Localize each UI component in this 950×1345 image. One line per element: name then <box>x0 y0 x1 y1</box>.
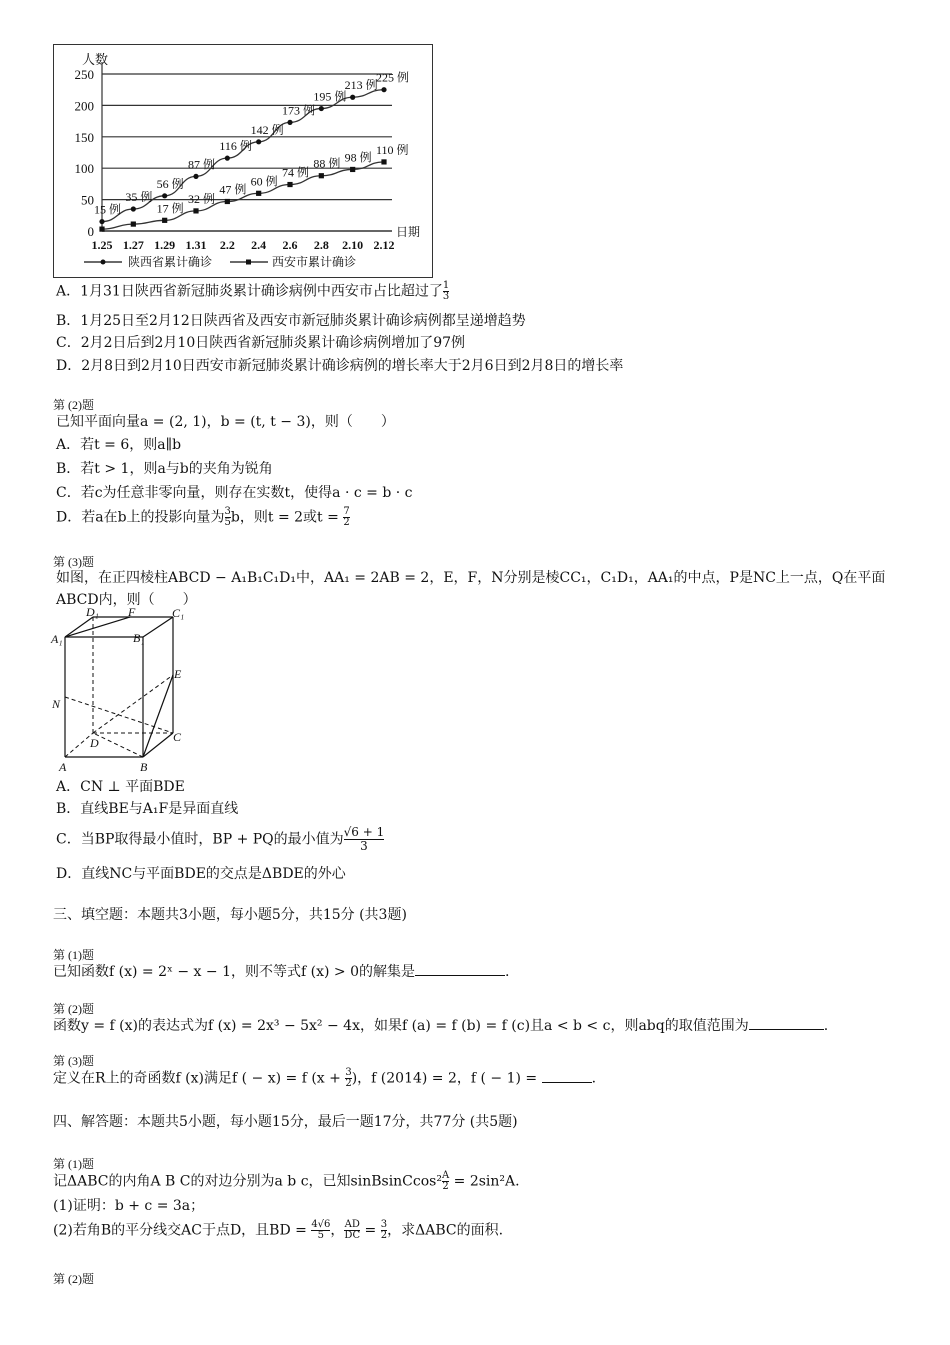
s4-q1-stem <box>53 1171 520 1192</box>
s4-q1-label: 第 (1)题 <box>53 1157 94 1171</box>
s3-q1: 已知函数f (x) = 2ˣ − x − 1，则不等式f (x) > 0的解集是 . <box>53 964 510 980</box>
label-E: E <box>174 667 182 681</box>
q1-option-c: C．2月2日后到2月10日陕西省新冠肺炎累计确诊病例增加了97例 <box>56 335 466 351</box>
y-tick-label: 0 <box>87 224 94 239</box>
frac-den: 2 <box>442 1181 449 1192</box>
s4-p2-mid2: = <box>360 1222 381 1239</box>
s4-q1-post: = 2sin²A. <box>449 1173 520 1190</box>
data-point <box>287 120 292 125</box>
y-tick-label: 200 <box>74 98 94 114</box>
frac-den: 3 <box>360 839 368 853</box>
data-label: 98 例 <box>344 150 372 165</box>
s3-q3: 定义在R上的奇函数f (x)满足f ( − x) = f (x + $\frac{3}{2}$ )，f (2014) = 2，f ( − 1) = . <box>53 1067 597 1089</box>
s3-q1-label: 第 (1)题 <box>53 948 94 962</box>
data-label: 116 例 <box>219 139 252 154</box>
s4-p2-text: (2)若角B的平分线交AC于点D，且BD = <box>53 1222 312 1239</box>
label-C: C <box>173 730 182 744</box>
data-label: 60 例 <box>250 174 278 189</box>
q2-option-a: A．若t = 6，则a∥b <box>56 437 182 453</box>
label-D1: D₁ <box>86 605 99 619</box>
x-tick-label: 1.27 <box>122 238 144 252</box>
data-point <box>225 156 230 161</box>
q2-option-d-mid: b，则t = 2或t = <box>230 509 344 526</box>
label-B1: B₁ <box>133 631 145 645</box>
frac-num: 4√6 <box>311 1219 331 1230</box>
data-point <box>99 219 104 224</box>
frac-den: 2 <box>345 1078 352 1089</box>
label-A1: A₁ <box>51 632 63 646</box>
data-point <box>131 206 136 211</box>
q1-option-a <box>56 281 449 302</box>
x-tick-label: 2.6 <box>282 238 298 252</box>
data-label: 87 例 <box>188 157 216 172</box>
q3-option-c-fraction <box>344 826 385 853</box>
frac-num: √6 + 1 <box>343 825 385 839</box>
data-label: 32 例 <box>188 191 216 206</box>
data-label: 17 例 <box>156 201 184 216</box>
section4-title: 四、解答题：本题共5小题，每小题15分，最后一题17分，共77分 (共5题) <box>53 1114 518 1130</box>
data-point <box>381 159 386 164</box>
s4-p2-post: ，求ΔABC的面积. <box>387 1222 504 1239</box>
q2-option-d <box>56 507 350 528</box>
section3-title: 三、填空题：本题共3小题，每小题5分，共15分 (共3题) <box>53 907 407 923</box>
q3-option-c <box>56 826 384 853</box>
s4-q1-part2 <box>53 1220 503 1241</box>
data-point <box>381 87 386 92</box>
frac-num: 3 <box>380 1219 388 1230</box>
s3-q3-label: 第 (3)题 <box>53 1054 94 1068</box>
data-label: 56 例 <box>156 176 184 191</box>
prism-figure <box>48 605 198 775</box>
frac-num: 3 <box>224 506 231 517</box>
s3-q2-text: 函数y = f (x)的表达式为f (x) = 2x³ − 5x² − 4x，如果f (a) = f (b) = f (c)且a < b < c，则abq的取值范围为 <box>53 1018 749 1034</box>
data-label: 15 例 <box>94 202 122 217</box>
frac-den: 5 <box>317 1230 325 1241</box>
data-point <box>193 174 198 179</box>
s4-p2-frac-2 <box>344 1220 360 1241</box>
s3-q1-text: 已知函数f (x) = 2ˣ − x − 1，则不等式f (x) > 0的解集是 <box>53 964 415 980</box>
x-tick-label: 2.4 <box>251 238 267 252</box>
data-point <box>131 221 136 226</box>
frac-den: 3 <box>442 291 450 302</box>
s3-q2: 函数y = f (x)的表达式为f (x) = 2x³ − 5x² − 4x，如果f (a) = f (b) = f (c)且a < b < c，则abq的取值范围为 . <box>53 1018 829 1034</box>
data-point <box>350 167 355 172</box>
s4-q2-label: 第 (2)题 <box>53 1272 94 1286</box>
q2-option-b: B．若t > 1，则a与b的夹角为锐角 <box>56 461 273 477</box>
x-tick-label: 1.25 <box>91 238 113 252</box>
x-tick-label: 2.12 <box>373 238 395 252</box>
q2-option-d-text: D．若a在b上的投影向量为 <box>56 509 225 526</box>
label-F: F <box>128 605 136 619</box>
frac-num: A <box>441 1170 450 1181</box>
q3-option-a: A．CN ⊥ 平面BDE <box>56 779 185 795</box>
q3-option-d: D．直线NC与平面BDE的交点是ΔBDE的外心 <box>56 866 346 882</box>
q1-option-d: D．2月8日到2月10日西安市新冠肺炎累计确诊病例的增长率大于2月6日到2月8日的增长率 <box>56 358 624 374</box>
label-B: B <box>140 760 148 774</box>
frac-num: AD <box>344 1219 360 1230</box>
frac-den: 2 <box>380 1230 388 1241</box>
s4-q1-part1: (1)证明：b + c = 3a； <box>53 1198 205 1214</box>
frac-num: 7 <box>343 506 350 517</box>
s4-p2-frac-1 <box>311 1220 330 1241</box>
q1-option-b: B．1月25日至2月12日陕西省及西安市新冠肺炎累计确诊病例都呈递增趋势 <box>56 313 526 329</box>
s3-q3-post: )，f (2014) = 2，f ( − 1) = <box>351 1070 542 1087</box>
y-tick-label: 100 <box>74 161 94 177</box>
s4-q1-text: 记ΔABC的内角A B C的对边分别为a b c，已知sinBsinCcos² <box>53 1173 442 1190</box>
data-point <box>225 199 230 204</box>
data-point <box>256 191 261 196</box>
y-tick-label: 150 <box>74 129 94 145</box>
y-tick-label: 50 <box>81 192 94 208</box>
data-label: 225 例 <box>376 70 410 85</box>
label-A: A <box>59 760 67 774</box>
data-point <box>256 139 261 144</box>
q2-stem: 已知平面向量a = (2, 1)，b = (t, t − 3)，则（ ） <box>56 414 395 430</box>
x-axis-label: 日期 <box>396 225 421 239</box>
data-label: 195 例 <box>313 89 347 104</box>
data-point <box>193 208 198 213</box>
frac-den: DC <box>344 1230 361 1241</box>
answer-blank <box>415 963 505 976</box>
x-tick-label: 2.10 <box>342 238 364 252</box>
frac-num: 1 <box>442 280 450 291</box>
q2-frac-2 <box>343 507 349 528</box>
data-label: 88 例 <box>313 156 341 171</box>
answer-blank <box>749 1017 824 1030</box>
q3-stem-1: 如图，在正四棱柱ABCD − A₁B₁C₁D₁中，AA₁ = 2AB = 2，E，F，N分别是棱CC₁，C₁D₁，AA₁的中点，P是NC上一点，Q在平面 <box>56 570 886 586</box>
data-point <box>319 106 324 111</box>
answer-blank <box>542 1070 592 1083</box>
data-point <box>162 218 167 223</box>
data-label: 173 例 <box>282 103 316 118</box>
x-tick-label: 1.29 <box>154 238 176 252</box>
s3-q3-text: 定义在R上的奇函数f (x)满足f ( − x) = f (x + <box>53 1070 346 1087</box>
data-point <box>99 227 104 232</box>
y-tick-label: 250 <box>74 67 94 82</box>
label-D: D <box>90 736 99 750</box>
data-label: 35 例 <box>125 190 153 205</box>
label-N: N <box>52 697 61 711</box>
legend-label-2: 西安市累计确诊 <box>272 255 357 269</box>
data-label: 142 例 <box>250 122 284 137</box>
frac-den: 2 <box>343 517 350 528</box>
data-point <box>350 95 355 100</box>
data-label: 47 例 <box>219 182 247 197</box>
legend-marker-2 <box>246 260 251 265</box>
data-label: 213 例 <box>344 78 378 93</box>
data-label: 110 例 <box>376 142 409 157</box>
q1-option-a-text: A．1月31日陕西省新冠肺炎累计确诊病例中西安市占比超过了 <box>56 283 443 300</box>
x-tick-label: 2.2 <box>219 238 235 252</box>
q2-option-c: C．若c为任意非零向量，则存在实数t，使得a · c = b · c <box>56 485 413 501</box>
q1-option-a-fraction <box>443 281 449 302</box>
s4-p2-mid: ， <box>330 1222 345 1239</box>
data-point <box>319 173 324 178</box>
chart-svg <box>54 45 432 277</box>
label-C1: C₁ <box>172 606 185 620</box>
q3-label: 第 (3)题 <box>53 555 94 569</box>
frac-num: 3 <box>345 1067 352 1078</box>
legend-label-1: 陕西省累计确诊 <box>128 255 213 269</box>
q3-option-c-text: C．当BP取得最小值时，BP + PQ的最小值为 <box>56 831 344 848</box>
legend-marker-1 <box>101 260 106 265</box>
covid-chart <box>53 44 433 278</box>
y-axis-label: 人数 <box>82 52 109 67</box>
x-tick-label: 1.31 <box>185 238 207 252</box>
q2-label: 第 (2)题 <box>53 398 94 412</box>
s3-q2-label: 第 (2)题 <box>53 1002 94 1016</box>
data-point <box>162 193 167 198</box>
q3-option-b: B．直线BE与A₁F是异面直线 <box>56 801 239 817</box>
x-tick-label: 2.8 <box>313 238 329 252</box>
q3-stem-2: ABCD内，则（ ） <box>56 592 197 608</box>
data-point <box>287 182 292 187</box>
frac-den: 5 <box>224 517 231 528</box>
data-label: 74 例 <box>282 165 310 180</box>
